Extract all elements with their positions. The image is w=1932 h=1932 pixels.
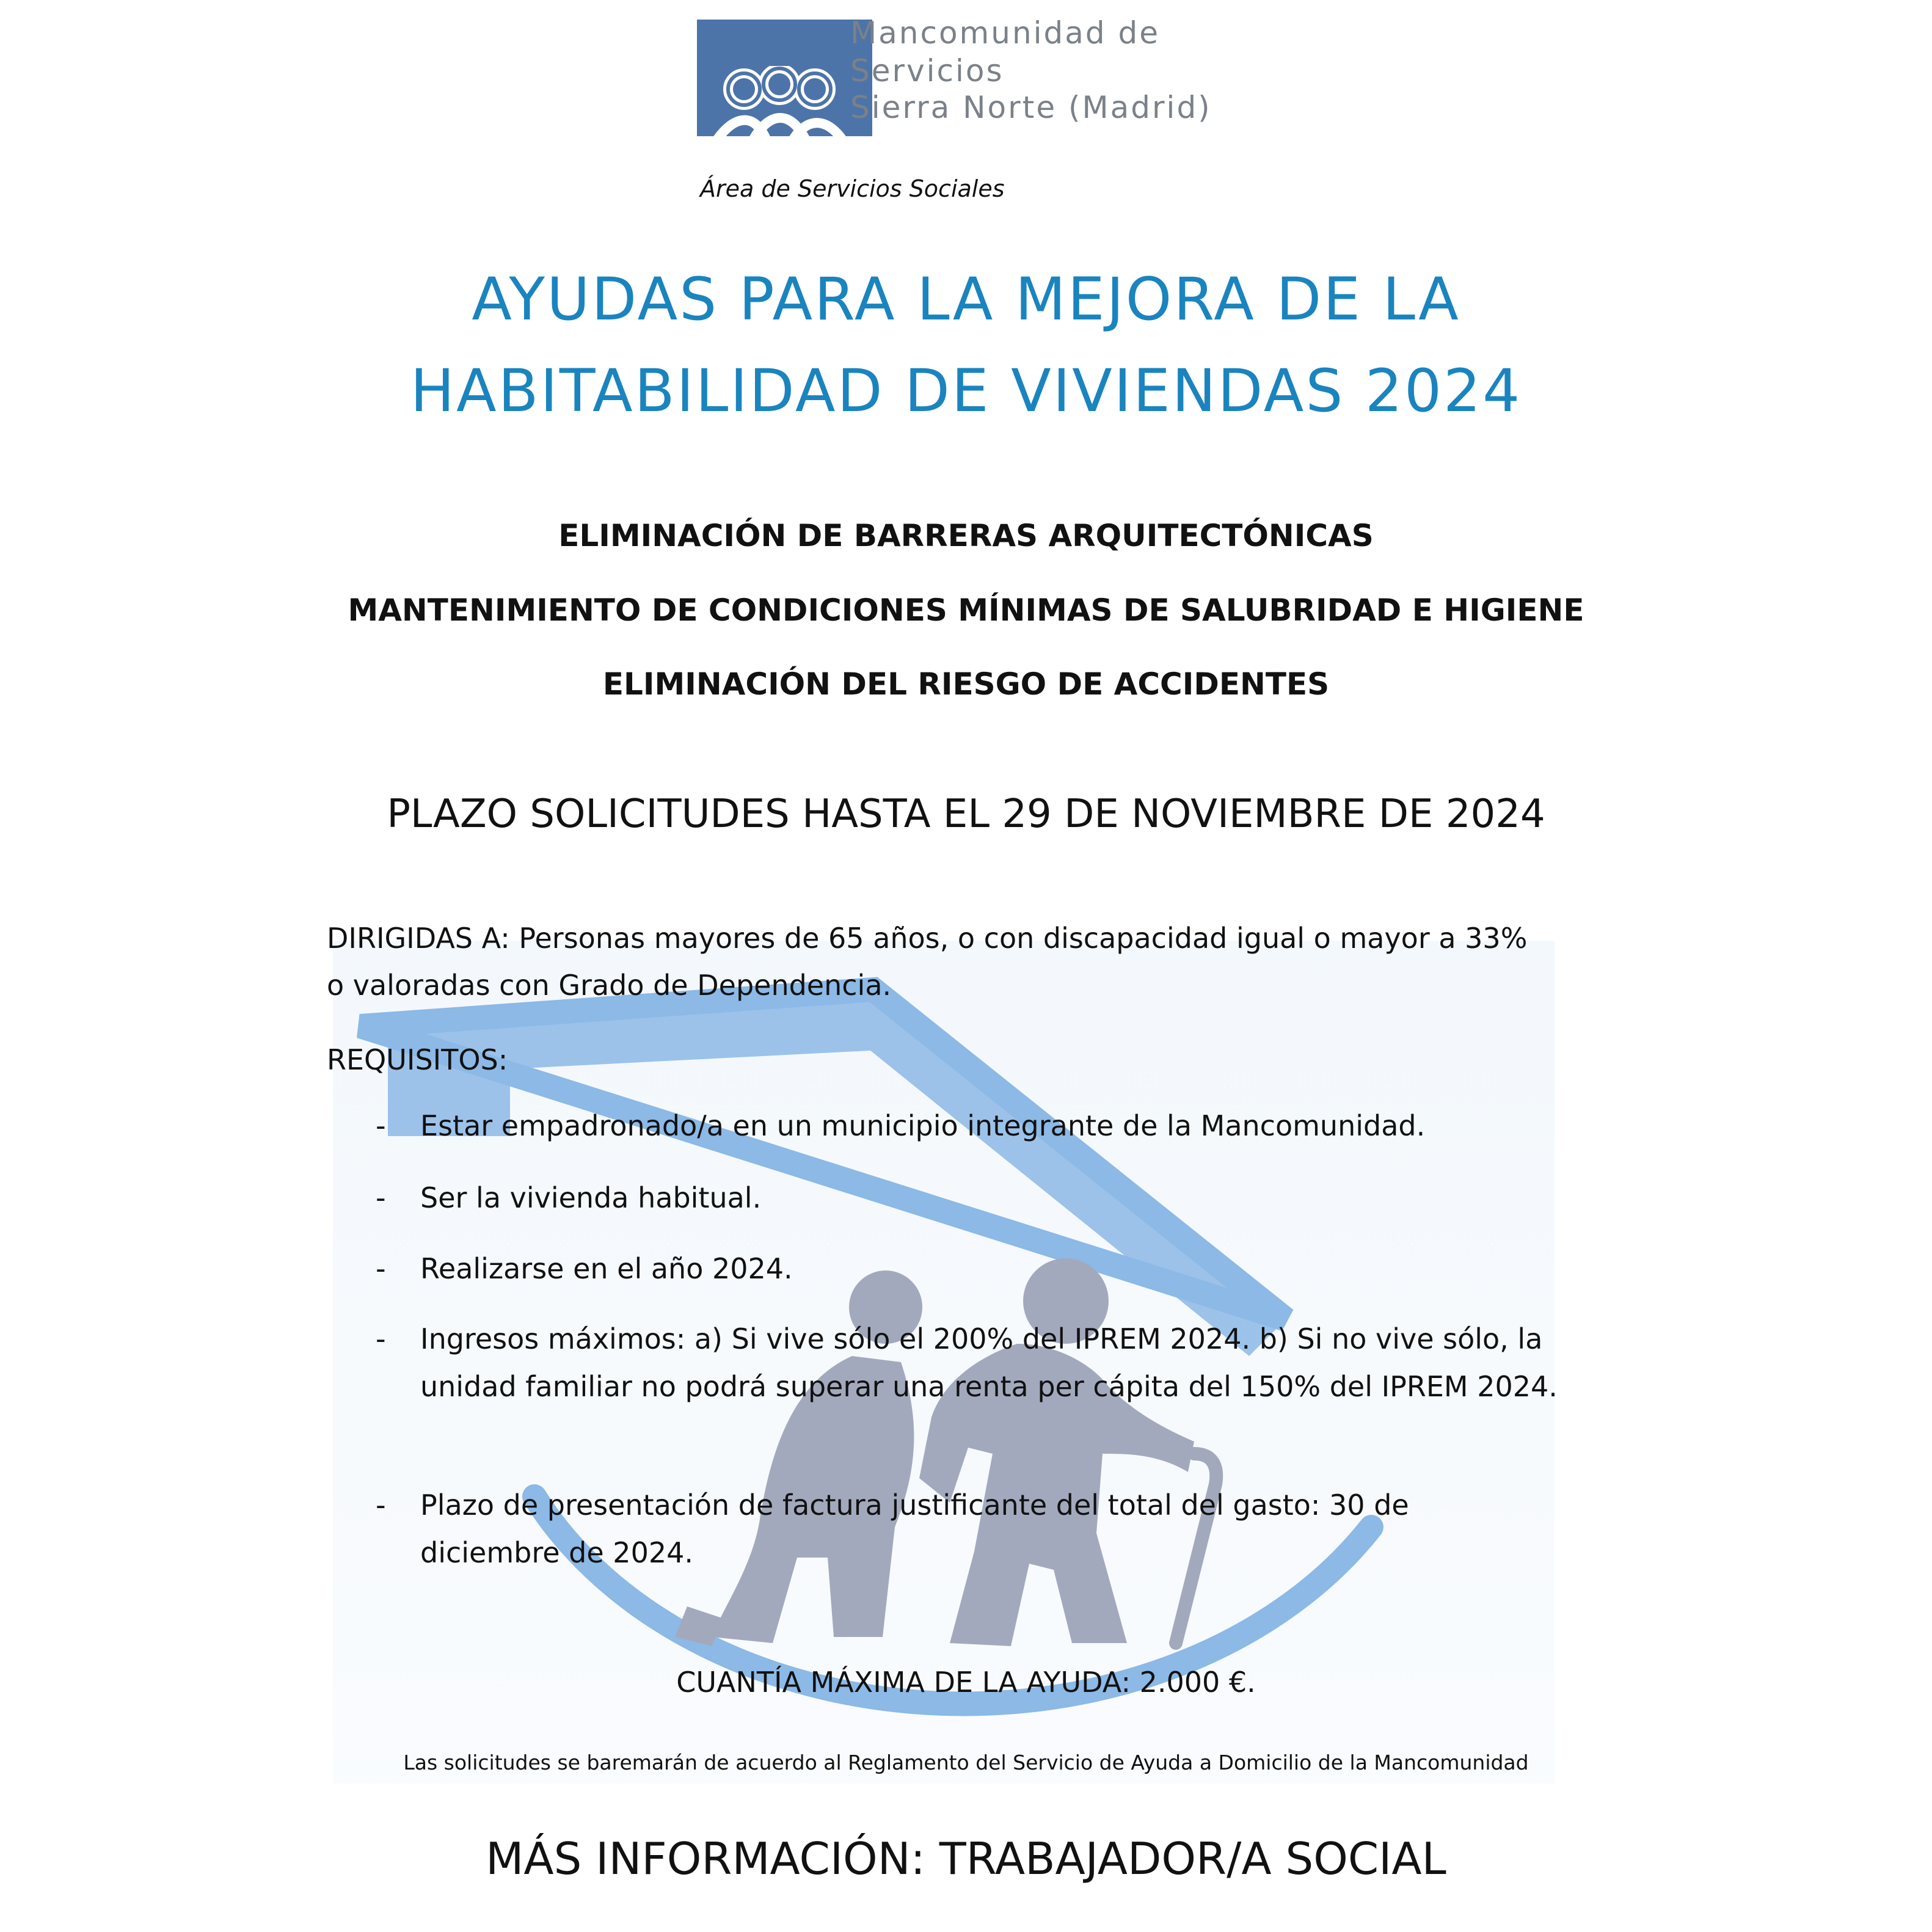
title-line1: AYUDAS PARA LA MEJORA DE LA	[472, 265, 1460, 334]
list-bullet: -	[376, 1181, 386, 1214]
requirement-item: Ingresos máximos: a) Si vive sólo el 200% del IPREM 2024. b) Si no vive sólo, la unidad familiar no podrá superar una renta per cápita del 150% del IPREM 2024.	[420, 1322, 1558, 1403]
list-bullet: -	[376, 1109, 386, 1142]
max-amount: CUANTÍA MÁXIMA DE LA AYUDA: 2.000 €.	[676, 1666, 1256, 1699]
deadline: PLAZO SOLICITUDES HASTA EL 29 DE NOVIEMBRE DE 2024	[387, 792, 1545, 837]
requirement-item: Realizarse en el año 2024.	[420, 1252, 793, 1285]
requirement-item: Estar empadronado/a en un municipio integrante de la Mancomunidad.	[420, 1109, 1426, 1142]
subheading-accidents: ELIMINACIÓN DEL RIESGO DE ACCIDENTES	[602, 666, 1330, 702]
subheading-hygiene: MANTENIMIENTO DE CONDICIONES MÍNIMAS DE SALUBRIDAD E HIGIENE	[348, 592, 1584, 628]
requirements-label: REQUISITOS:	[327, 1043, 508, 1076]
list-bullet: -	[376, 1252, 386, 1285]
org-name-line2: Servicios	[850, 53, 1004, 89]
requirement-item: Plazo de presentación de factura justificante del total del gasto: 30 de diciembre de 2024.	[420, 1489, 1409, 1569]
list-bullet: -	[376, 1322, 386, 1355]
requirement-item: Ser la vivienda habitual.	[420, 1181, 762, 1214]
area-subtitle: Área de Servicios Sociales	[700, 175, 1005, 202]
org-name-line3: Sierra Norte (Madrid)	[850, 90, 1212, 125]
title-line2: HABITABILIDAD DE VIVIENDAS 2024	[410, 357, 1522, 425]
subheading-barriers: ELIMINACIÓN DE BARRERAS ARQUITECTÓNICAS	[558, 518, 1374, 553]
target-line1: DIRIGIDAS A: Personas mayores de 65 años, o con discapacidad igual o mayor a 33%	[327, 922, 1528, 955]
list-bullet: -	[376, 1489, 386, 1522]
more-info: MÁS INFORMACIÓN: TRABAJADOR/A SOCIAL	[486, 1833, 1446, 1884]
footnote: Las solicitudes se baremarán de acuerdo al Reglamento del Servicio de Ayuda a Domicilio de la Mancomunidad	[403, 1751, 1529, 1774]
target-line2: o valoradas con Grado de Dependencia.	[327, 969, 892, 1002]
org-name-line1: Mancomunidad de	[850, 15, 1161, 51]
